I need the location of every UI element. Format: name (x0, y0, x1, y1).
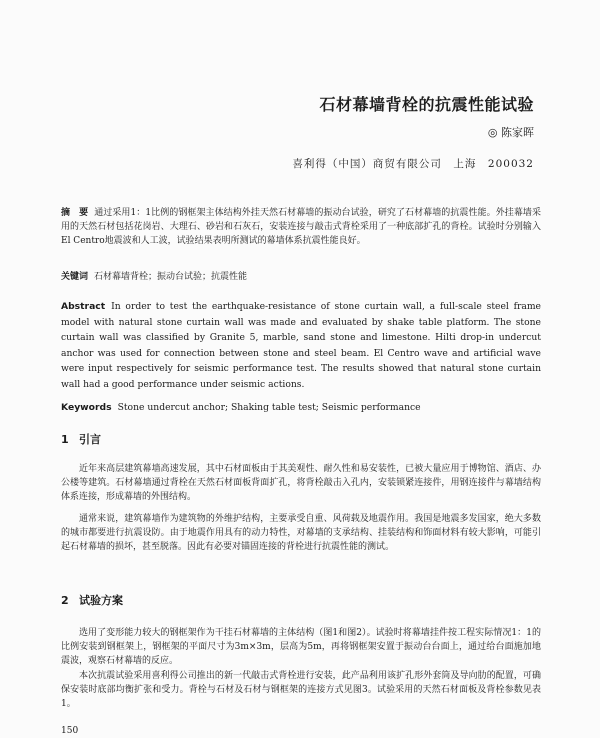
keywords-zh-text: 石材幕墙背栓；振动台试验；抗震性能 (94, 272, 248, 282)
abstract-zh-text: 通过采用1：1比例的钢框架主体结构外挂天然石材幕墙的振动台试验，研究了石材幕墙的抗震性能。外挂幕墙采用的天然石材包括花岗岩、大理石、砂岩和石灰石，安装连接与敲击式背栓采用了一种底部扩孔的背栓。试验时分别输入El Centro地震波和人工波，试验结果表明所测试的幕墙体系抗震性能良好。 (61, 208, 541, 246)
paragraph: 近年来高层建筑幕墙高速发展，其中石材面板由于其美观性、耐久性和易安装性，已被大量应用于博物馆、酒店、办公楼等建筑。石材幕墙通过背栓在天然石材面板背面扩孔，将背栓敲击入孔内，安装锁紧连接件，用钢连接件与幕墙结构体系连接，形成幕墙的外围结构。 (61, 464, 541, 502)
author-line: ◎ 陈家晖 (487, 126, 534, 139)
section-title: 试验方案 (79, 594, 123, 607)
keywords-en-label: Keywords (61, 402, 112, 413)
paragraph: 选用了变形能力较大的钢框架作为干挂石材幕墙的主体结构（图1和图2）。试验时将幕墙挂件按工程实际情况1：1的比例安装到钢框架上，钢框架的平面尺寸为3m×3m，层高为5m，再将钢框架安置于振动台台面上，通过给台面施加地震波，观察石材幕墙的反应。 (61, 628, 541, 666)
section-number: 2 (61, 594, 69, 607)
abstract-zh (61, 206, 541, 248)
section-number: 1 (61, 433, 69, 446)
keywords-zh-label: 关键词 (61, 272, 89, 282)
section-title: 引言 (79, 433, 101, 446)
keywords-en-text: Stone undercut anchor; Shaking table test; Seismic performance (117, 402, 421, 413)
abstract-en (61, 299, 541, 392)
paragraph: 通常来说，建筑幕墙作为建筑物的外维护结构，主要承受自重、风荷载及地震作用。我国是地震多发国家，绝大多数的城市都要进行抗震设防。由于地震作用具有的动力特性，对幕墙的支承结构、挂装结构和饰面材料有较大影响，可能引起石材幕墙的损坏，甚至脱落。因此有必要对锚固连接的背栓进行抗震性能的测试。 (61, 514, 541, 552)
abstract-en-text: In order to test the earthquake-resistance of stone curtain wall, a full-scale steel frame model with natural stone curtain wall was made and evaluated by shake table platform. The stone curtain wall was classified by Granite 5, marble, sand stone and limestone. Hilti drop-in undercut anchor was used for connection between stone and steel beam. El Centro wave and artificial wave were input respectively for seismic performance test. The results showed that natural stone curtain wall had a good performance under seismic actions. (61, 301, 541, 390)
paragraph: 本次抗震试验采用喜利得公司推出的新一代敲击式背栓进行安装，此产品利用该扩孔形外套筒及导向肋的配置，可确保安装时底部均衡扩张和受力。背栓与石材及石材与钢框架的连接方式见图3。试验采用的天然石材面板及背栓参数见表1。 (61, 671, 541, 709)
abstract-en-label: Abstract (61, 301, 106, 312)
affiliation-line: 喜利得（中国）商贸有限公司 上海 200032 (292, 158, 534, 170)
keywords-en (61, 400, 541, 416)
page-number: 150 (61, 726, 79, 736)
section-heading (61, 431, 101, 447)
paper-title: 石材幕墙背栓的抗震性能试验 (319, 95, 534, 114)
abstract-zh-label: 摘 要 (61, 208, 89, 218)
keywords-zh (61, 270, 541, 284)
section-heading (61, 592, 123, 608)
